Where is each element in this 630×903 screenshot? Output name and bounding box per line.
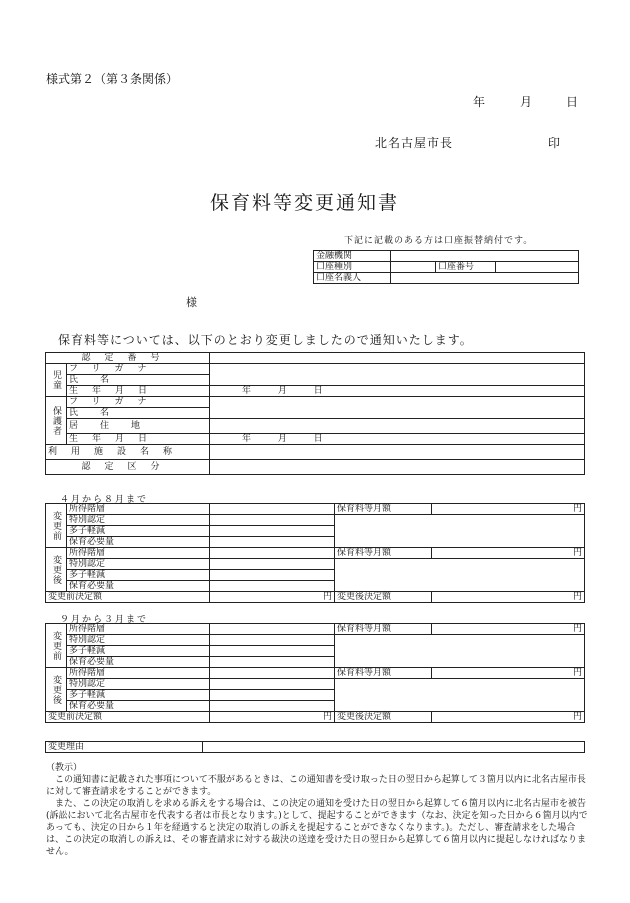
- p2-before-total-label: 変更前決定額: [46, 712, 210, 723]
- p1-before-label: 変更前: [46, 504, 67, 548]
- reason-value: [203, 742, 585, 753]
- account-number-value: [496, 262, 579, 273]
- guardian-birth-year: 年: [242, 434, 252, 444]
- reason-table: [45, 741, 585, 753]
- guardian-birth-month: 月: [277, 434, 287, 444]
- p1-before-multi-label: 多子軽減: [67, 526, 210, 537]
- p1-after-label: 変更後: [46, 548, 67, 592]
- p2-after-blank: [335, 679, 585, 712]
- p1-after-special-label: 特別認定: [67, 559, 210, 570]
- p2-after-fee-label: 保育料等月額: [335, 668, 432, 679]
- p2-after-total-value: [432, 712, 585, 723]
- category-label: 認定区分: [46, 460, 210, 475]
- issuer-name: 北名古屋市長: [375, 136, 454, 150]
- child-birthdate-value: [210, 386, 585, 397]
- p1-before-income-value: [210, 504, 335, 515]
- child-birthdate-label: 生年月日: [67, 386, 210, 397]
- p1-after-blank: [335, 559, 585, 592]
- account-number-label: 口座番号: [436, 262, 496, 273]
- facility-value: [210, 445, 585, 460]
- p1-before-total-yen: 円: [322, 592, 332, 602]
- appeal-notice: [46, 762, 592, 858]
- p2-after-special-label: 特別認定: [67, 679, 210, 690]
- p1-before-special-value: [210, 515, 335, 526]
- recipient-suffix: 様: [186, 296, 197, 309]
- p2-after-income-label: 所得階層: [67, 668, 210, 679]
- p2-after-fee-value: [432, 668, 585, 679]
- page-title: 保育料等変更通知書: [210, 192, 400, 214]
- period-2-table: [45, 623, 585, 723]
- guardian-name-value: [210, 397, 585, 419]
- period-2-label: ９月から３月まで: [60, 615, 149, 625]
- guardian-birthdate-label: 生年月日: [67, 434, 210, 445]
- child-furigana-label: フリガナ: [67, 364, 210, 375]
- p2-after-multi-value: [210, 690, 335, 701]
- account-holder-value: [391, 273, 579, 284]
- guardian-address-value: [210, 419, 585, 434]
- cert-number-label: 認定番号: [46, 353, 210, 364]
- p1-before-blank: [335, 515, 585, 548]
- child-name-value: [210, 364, 585, 386]
- p1-after-income-label: 所得階層: [67, 548, 210, 559]
- p1-after-care-value: [210, 581, 335, 592]
- p1-after-total-yen: 円: [572, 592, 582, 602]
- bank-institution-label: 金融機関: [314, 251, 391, 262]
- p2-after-total-yen: 円: [572, 712, 582, 722]
- p2-before-special-label: 特別認定: [67, 635, 210, 646]
- date-day-label: 日: [566, 95, 579, 109]
- p2-after-total-label: 変更後決定額: [335, 712, 432, 723]
- p2-after-fee-yen: 円: [572, 668, 582, 678]
- form-number-label: 様式第２（第３条関係）: [46, 72, 179, 86]
- account-type-value: [391, 262, 436, 273]
- appeal-notice-paragraph-1: この通知書に記載された事項について不服があるときは、この通知書を受け取った日の翌日から起算して３箇月以内に北名古屋市長に対して審査請求をすることができます。: [46, 775, 586, 797]
- p2-before-multi-label: 多子軽減: [67, 646, 210, 657]
- p1-after-fee-value: [432, 548, 585, 559]
- p1-before-special-label: 特別認定: [67, 515, 210, 526]
- p2-before-income-value: [210, 624, 335, 635]
- p2-before-fee-label: 保育料等月額: [335, 624, 432, 635]
- p2-before-label: 変更前: [46, 624, 67, 668]
- guardian-furigana-label: フリガナ: [67, 397, 210, 408]
- p1-before-fee-value: [432, 504, 585, 515]
- seal-mark: 印: [548, 136, 561, 150]
- p1-before-care-label: 保育必要量: [67, 537, 210, 548]
- guardian-birth-day: 日: [313, 434, 323, 444]
- child-birth-month: 月: [277, 386, 287, 396]
- p1-after-multi-value: [210, 570, 335, 581]
- date-year-label: 年: [473, 95, 486, 109]
- p1-after-care-label: 保育必要量: [67, 581, 210, 592]
- p1-before-care-value: [210, 537, 335, 548]
- p1-after-income-value: [210, 548, 335, 559]
- bank-account-table: [313, 250, 579, 284]
- account-type-label: 口座種別: [314, 262, 391, 273]
- period-1-table: [45, 503, 585, 603]
- p2-before-special-value: [210, 635, 335, 646]
- p2-before-care-value: [210, 657, 335, 668]
- cert-number-value: [210, 353, 585, 364]
- p1-after-fee-yen: 円: [572, 548, 582, 558]
- info-table: [45, 352, 585, 475]
- p2-before-care-label: 保育必要量: [67, 657, 210, 668]
- p2-before-total-yen: 円: [322, 712, 332, 722]
- appeal-notice-paragraph-2: また、この決定の取消しを求める訴えをする場合は、この決定の通知を受けた日の翌日から起算して６箇月以内に北名古屋市を被告(訴訟において北名古屋市を代表する者は市長となります。)として、提起することができます（なお、決定を知った日から６箇月以内であっても、決定の日から１年を経過すると決定の取消しの訴えを提起することができなくなります。)。ただし、審査請求をした場合は、この決定の取消しの訴えは、その審査請求に対する裁決の送達を受けた日の翌日から起算して６箇月以内に提起しなければなりません。: [46, 799, 588, 857]
- guardian-birthdate-value: [210, 434, 585, 445]
- child-birth-year: 年: [242, 386, 252, 396]
- p2-after-special-value: [210, 679, 335, 690]
- bank-institution-value: [391, 251, 579, 262]
- p1-after-special-value: [210, 559, 335, 570]
- p1-before-income-label: 所得階層: [67, 504, 210, 515]
- p1-before-total-value: [210, 592, 335, 603]
- p2-after-multi-label: 多子軽減: [67, 690, 210, 701]
- p2-after-label: 変更後: [46, 668, 67, 712]
- p2-after-care-value: [210, 701, 335, 712]
- facility-label: 利用施設名称: [46, 445, 210, 460]
- p1-before-fee-yen: 円: [572, 504, 582, 514]
- guardian-address-label: 居住地: [67, 419, 210, 434]
- p2-after-income-value: [210, 668, 335, 679]
- p2-before-fee-yen: 円: [572, 624, 582, 634]
- p1-before-multi-value: [210, 526, 335, 537]
- appeal-notice-heading: （教示）: [46, 763, 83, 773]
- child-group-label: 児童: [46, 364, 67, 397]
- reason-label: 変更理由: [46, 742, 203, 753]
- period-1-label: ４月から８月まで: [60, 495, 149, 505]
- p1-after-total-value: [432, 592, 585, 603]
- p2-before-blank: [335, 635, 585, 668]
- date-month-label: 月: [520, 95, 533, 109]
- p2-before-income-label: 所得階層: [67, 624, 210, 635]
- p1-before-fee-label: 保育料等月額: [335, 504, 432, 515]
- intro-text: 保育料等については、以下のとおり変更しましたので通知いたします。: [58, 333, 473, 347]
- guardian-name-label: 氏名: [67, 408, 210, 419]
- p2-after-care-label: 保育必要量: [67, 701, 210, 712]
- p1-before-total-label: 変更前決定額: [46, 592, 210, 603]
- child-birth-day: 日: [313, 386, 323, 396]
- child-name-label: 氏名: [67, 375, 210, 386]
- p2-before-total-value: [210, 712, 335, 723]
- p1-after-total-label: 変更後決定額: [335, 592, 432, 603]
- bank-transfer-note: 下記に記載のある方は口座振替納付です。: [344, 236, 534, 246]
- p2-before-multi-value: [210, 646, 335, 657]
- guardian-group-label: 保護者: [46, 397, 67, 445]
- account-holder-label: 口座名義人: [314, 273, 391, 284]
- p1-after-fee-label: 保育料等月額: [335, 548, 432, 559]
- p1-after-multi-label: 多子軽減: [67, 570, 210, 581]
- category-value: [210, 460, 585, 475]
- p2-before-fee-value: [432, 624, 585, 635]
